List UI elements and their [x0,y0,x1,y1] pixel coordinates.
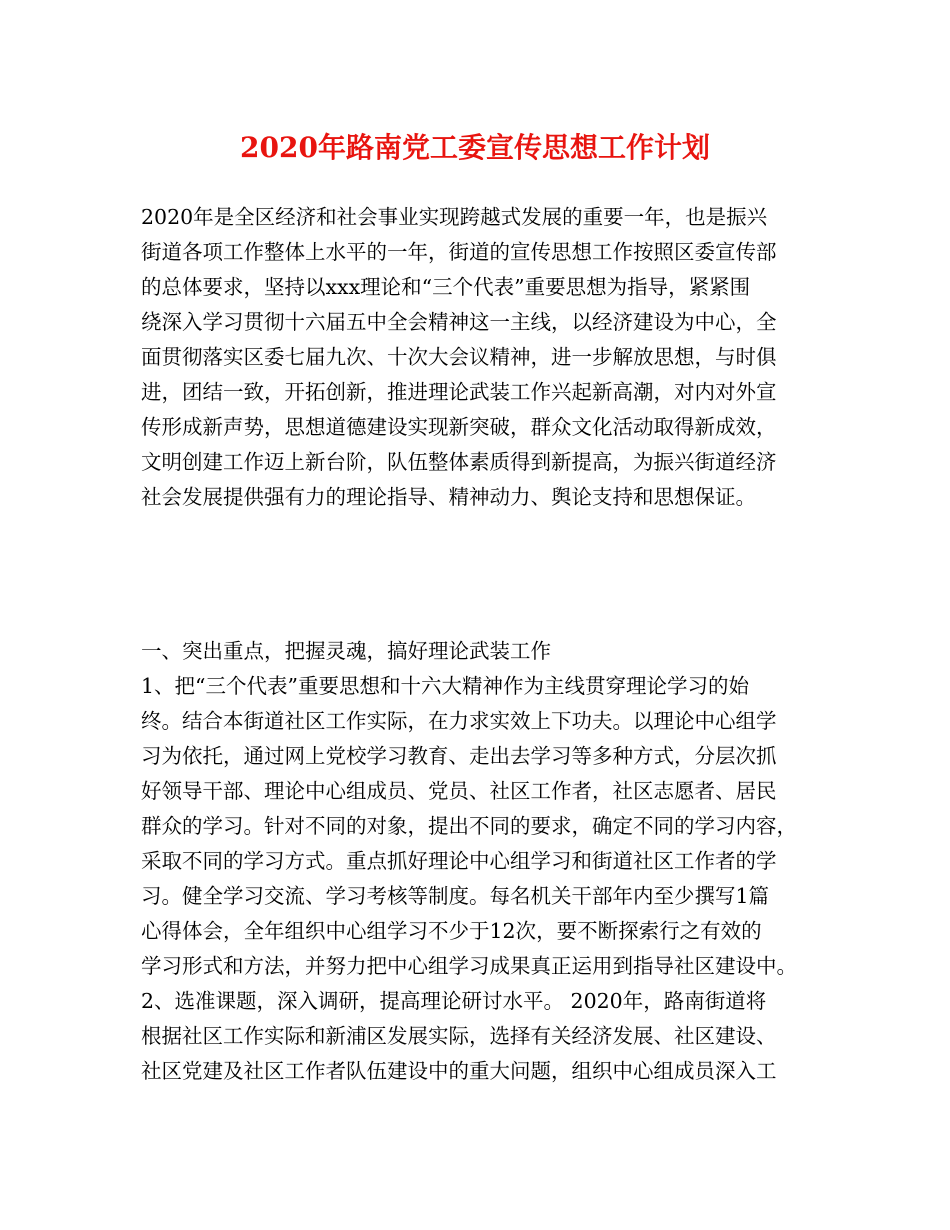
body-line: 习。健全学习交流、学习考核等制度。每名机关干部年内至少撰写1篇 [141,884,770,908]
intro-line: 的总体要求，坚持以xxx理论和“三个代表”重要思想为指导，紧紧围 [141,275,751,299]
intro-line: 2020年是全区经济和社会事业实现跨越式发展的重要一年，也是振兴 [141,205,768,229]
body-line: 学习形式和方法，并努力把中心组学习成果真正运用到指导社区建设中。 [141,954,797,978]
intro-line: 传形成新声势，思想道德建设实现新突破，群众文化活动取得新成效， [141,415,777,439]
intro-line: 绕深入学习贯彻十六届五中全会精神这一主线，以经济建设为中心，全 [141,310,777,334]
body-line: 习为依托，通过网上党校学习教育、走出去学习等多种方式，分层次抓 [141,744,777,768]
body-line: 1、把“三个代表”重要思想和十六大精神作为主线贯穿理论学习的始 [141,674,750,698]
intro-line: 社会发展提供强有力的理论指导、精神动力、舆论支持和思想保证。 [141,485,756,509]
intro-line: 街道各项工作整体上水平的一年，街道的宣传思想工作按照区委宣传部 [141,240,777,264]
intro-line: 文明创建工作迈上新台阶，队伍整体素质得到新提高，为振兴街道经济 [141,450,777,474]
body-line: 采取不同的学习方式。重点抓好理论中心组学习和街道社区工作者的学 [141,849,777,873]
body-line: 好领导干部、理论中心组成员、党员、社区工作者，社区志愿者、居民 [141,779,777,803]
body-line: 社区党建及社区工作者队伍建设中的重大问题，组织中心组成员深入工 [141,1059,777,1083]
body-line: 2、选准课题，深入调研，提高理论研讨水平。 2020年，路南街道将 [141,989,767,1013]
body-line: 心得体会，全年组织中心组学习不少于12次，要不断探索行之有效的 [141,919,762,943]
document-title: 2020年路南党工委宣传思想工作计划 [240,131,710,164]
section-heading: 一、突出重点，把握灵魂，搞好理论武装工作 [141,639,551,663]
body-line: 根据社区工作实际和新浦区发展实际，选择有关经济发展、社区建设、 [141,1024,777,1048]
body-line: 群众的学习。针对不同的对象，提出不同的要求，确定不同的学习内容， [141,814,797,838]
intro-line: 面贯彻落实区委七届九次、十次大会议精神，进一步解放思想，与时俱 [141,345,777,369]
body-line: 终。结合本街道社区工作实际，在力求实效上下功夫。以理论中心组学 [141,709,777,733]
intro-line: 进，团结一致，开拓创新，推进理论武装工作兴起新高潮，对内对外宣 [141,380,777,404]
